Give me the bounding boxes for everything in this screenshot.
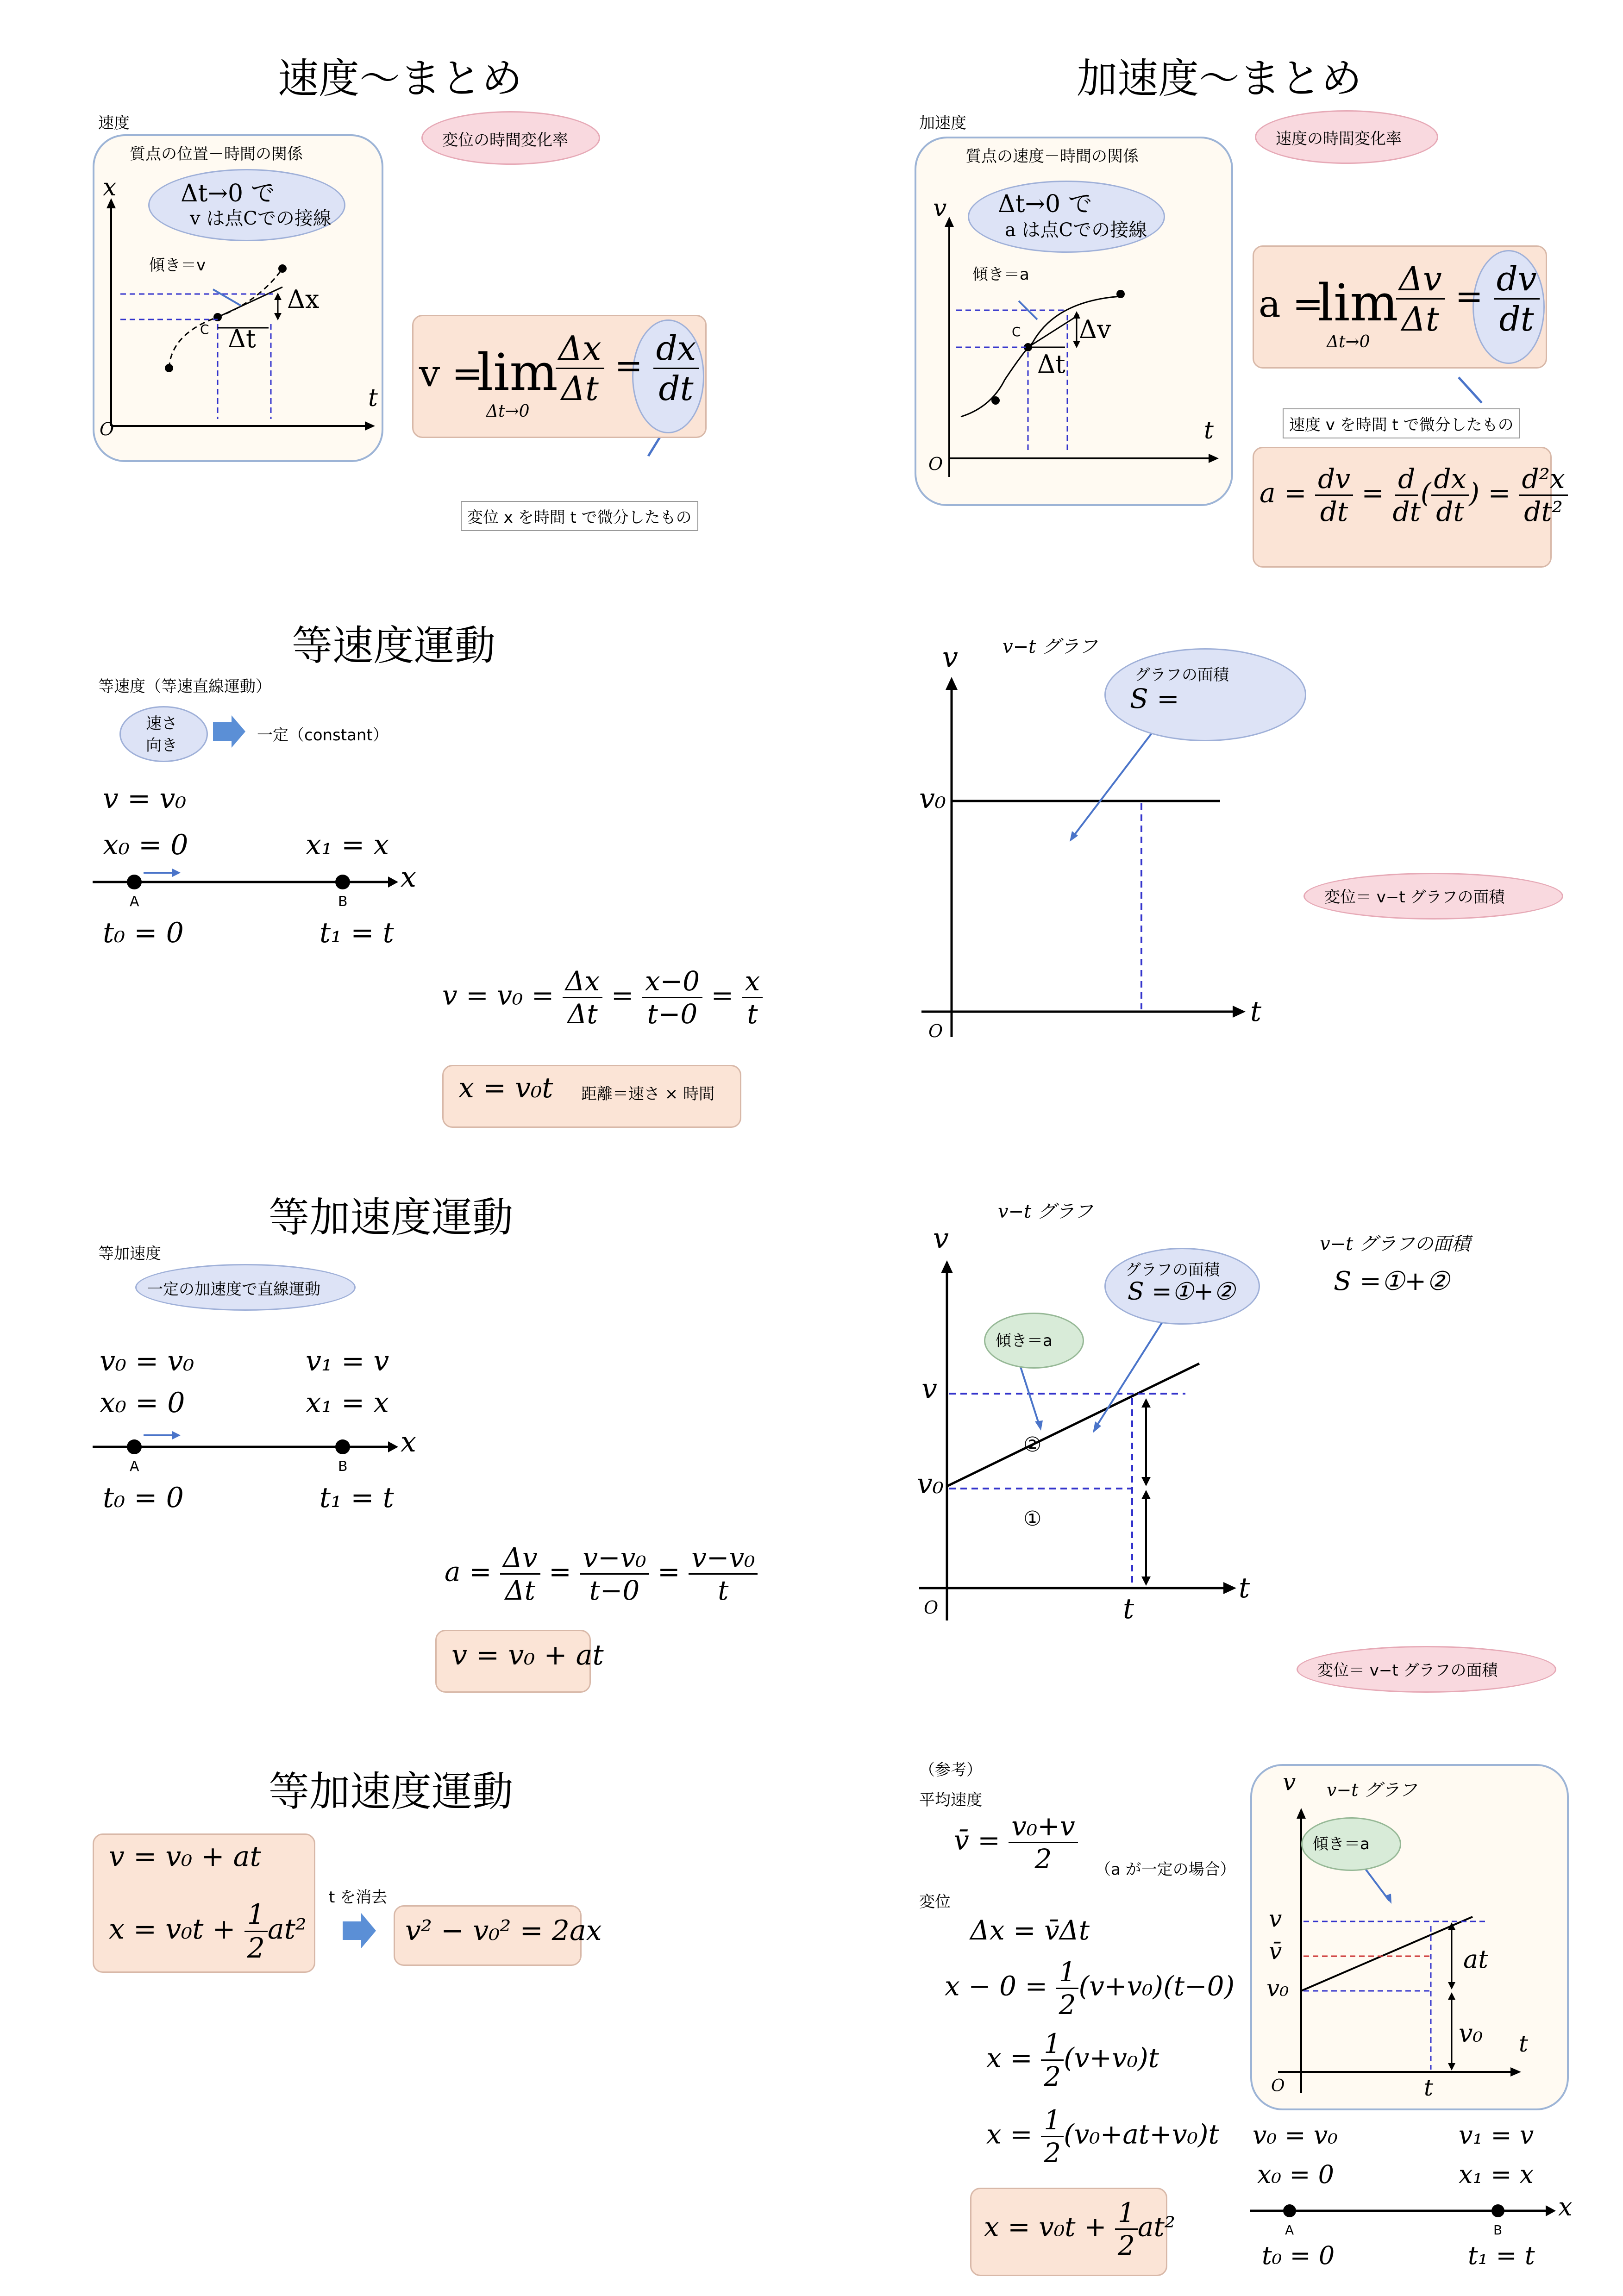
vt-v0-label: v₀ bbox=[919, 782, 946, 815]
area-bubble-line2: S = bbox=[1130, 683, 1179, 714]
ref-slope-text: 傾き＝a bbox=[1313, 1835, 1370, 1853]
reference-result: x = v₀t + $\frac{1}{2}$ at² bbox=[984, 2197, 1176, 2261]
x1-equation: x₁ = x bbox=[306, 829, 389, 861]
acceleration-label: 加速度 bbox=[919, 114, 966, 132]
acc-vt-graph-title: v−t グラフ bbox=[998, 1201, 1093, 1222]
velocity-derivation: v = v₀ = $\frac{\Delta x}{\Delta t}$ = $\frac{x-0}{t-0}$ = $\frac{x}{t}$ bbox=[442, 965, 763, 1030]
acc-vt-axis-t: t bbox=[1239, 1572, 1250, 1604]
lim-subscript: Δt→0 bbox=[486, 402, 530, 421]
uniform-motion-label: 等速度（等速直線運動） bbox=[98, 677, 271, 696]
accelerated-motion-title: 等加速度運動 bbox=[269, 1194, 514, 1241]
ref-graph-title: v−t グラフ bbox=[1327, 1780, 1417, 1800]
reference-label: （参考） bbox=[919, 1761, 982, 1779]
acc-axis-v-label: v bbox=[933, 194, 947, 222]
average-velocity-note: （a が一定の場合） bbox=[1095, 1860, 1236, 1879]
acceleration-second-derivative: a = $\frac{dv}{dt}$ = $\frac{d}{dt}$ ( $\frac{dx}{dt}$ ) = $\frac{\text{d²x}}{\text{dt²}}$ bbox=[1260, 463, 1568, 527]
average-velocity-label: 平均速度 bbox=[919, 1791, 982, 1809]
acc-point-a-label: A bbox=[130, 1458, 139, 1475]
ref-v1-eq: v₁ = v bbox=[1459, 2121, 1534, 2150]
average-velocity-eq: v̄ = $\frac{\text{v₀+v}}{2}$ bbox=[954, 1810, 1078, 1875]
region-2-label: ② bbox=[1023, 1433, 1042, 1457]
t1-equation: t₁ = t bbox=[320, 917, 394, 949]
acc-tangent-note-line1: Δt→0 で bbox=[998, 190, 1092, 218]
displacement-eq3: x = $\frac{1}{2}$ (v+v₀)t bbox=[986, 2028, 1159, 2092]
position-time-graph-title: 質点の位置－時間の関係 bbox=[130, 145, 303, 163]
vt-origin: O bbox=[928, 1021, 943, 1041]
axis-x-label: x bbox=[103, 174, 117, 201]
ref-at-label: at bbox=[1463, 1945, 1488, 1974]
acc-v0-eq: v₀ = v₀ bbox=[100, 1345, 194, 1377]
acc-area-line2: S =①+② bbox=[1128, 1278, 1235, 1306]
constant-acceleration-text: 一定の加速度で直線運動 bbox=[147, 1280, 320, 1299]
ref-vbar-label: v̄ bbox=[1269, 1938, 1282, 1964]
ref-t-tick: t bbox=[1424, 2074, 1434, 2101]
acc-lim-subscript: Δt→0 bbox=[1327, 332, 1370, 351]
acc-axis-t-label: t bbox=[1204, 417, 1214, 444]
acceleration-derivation: a = $\frac{\Delta v}{\Delta t}$ = $\frac{\text{v−v₀}}{t-0}$ = $\frac{\text{v−v₀}}{t}$ bbox=[445, 1542, 758, 1606]
origin-label: O bbox=[100, 419, 114, 439]
delta-v-label: Δv bbox=[1079, 315, 1111, 344]
area-bubble-line1: グラフの面積 bbox=[1134, 666, 1229, 684]
acceleration-fraction: $\frac{\Delta v}{\Delta t}$ = $\frac{dv}{dt}$ bbox=[1396, 259, 1540, 338]
lim-text: lim bbox=[477, 343, 558, 402]
ref-axis-v: v bbox=[1283, 1769, 1296, 1796]
vt-axis-t: t bbox=[1250, 995, 1262, 1028]
ref-t0-eq: t₀ = 0 bbox=[1262, 2241, 1335, 2270]
velocity-label: 速度 bbox=[98, 114, 130, 132]
vt-graph-title: v−t グラフ bbox=[1003, 636, 1097, 657]
acc-x0-eq: x₀ = 0 bbox=[100, 1387, 185, 1419]
eliminated-result: v² − v₀² = 2ax bbox=[405, 1914, 602, 1947]
accelerated-result: v = v₀ + at bbox=[451, 1639, 604, 1671]
displacement-eq2: x − 0 = $\frac{1}{2}$ (v+v₀)(t−0) bbox=[945, 1956, 1235, 2021]
area-summary-eq: S =①+② bbox=[1334, 1266, 1450, 1296]
acc-vt-v0-label: v₀ bbox=[917, 1468, 944, 1500]
acc-displacement-text: 変位＝ v−t グラフの面積 bbox=[1317, 1661, 1498, 1680]
x0-equation: x₀ = 0 bbox=[103, 829, 188, 861]
axis-t-label: t bbox=[368, 384, 378, 412]
region-1-label: ① bbox=[1023, 1507, 1042, 1531]
acc-point-c-label: C bbox=[1012, 324, 1021, 339]
acc-vt-origin: O bbox=[924, 1597, 939, 1618]
ref-x0-eq: x₀ = 0 bbox=[1257, 2160, 1335, 2189]
velocity-derivative-note: 変位 x を時間 t で微分したもの bbox=[461, 501, 698, 531]
area-summary-title: v−t グラフの面積 bbox=[1320, 1233, 1470, 1255]
ref-t1-eq: t₁ = t bbox=[1468, 2241, 1535, 2270]
ref-v-label: v bbox=[1269, 1905, 1282, 1932]
velocity-summary-title: 速度～まとめ bbox=[278, 55, 523, 102]
acc-lim-text: lim bbox=[1317, 273, 1398, 332]
velocity-time-graph-title: 質点の速度－時間の関係 bbox=[965, 147, 1139, 166]
acceleration-definition-text: 速度の時間変化率 bbox=[1276, 130, 1402, 148]
acc-vt-v-label: v bbox=[921, 1373, 937, 1405]
acc-vt-axis-v: v bbox=[933, 1222, 949, 1255]
x-axis-label: x bbox=[401, 861, 416, 894]
v-equals-v0: v = v₀ bbox=[103, 782, 187, 815]
slope-a-label: 傾き＝a bbox=[972, 265, 1029, 284]
point-c-label: C bbox=[200, 322, 209, 337]
acc-t0-eq: t₀ = 0 bbox=[103, 1482, 184, 1514]
direction-text: 向き bbox=[146, 736, 177, 755]
displacement-label: 変位 bbox=[919, 1893, 951, 1911]
acc-x-axis-label: x bbox=[401, 1426, 416, 1458]
acc-vt-t-tick: t bbox=[1123, 1593, 1134, 1625]
uniform-motion-title: 等速度運動 bbox=[292, 622, 496, 669]
distance-note: 距離＝速さ × 時間 bbox=[581, 1085, 715, 1103]
ref-v0-label: v₀ bbox=[1266, 1975, 1289, 2002]
acc-origin-label: O bbox=[928, 454, 943, 474]
acc-point-b-label: B bbox=[338, 1458, 348, 1475]
delta-t-label: Δt bbox=[228, 324, 256, 353]
ref-origin: O bbox=[1271, 2077, 1285, 2096]
t0-equation: t₀ = 0 bbox=[103, 917, 184, 949]
point-b-label: B bbox=[338, 894, 348, 910]
ref-x-axis: x bbox=[1558, 2192, 1573, 2221]
ref-v0-height-label: v₀ bbox=[1459, 2019, 1483, 2048]
accelerated-motion-label: 等加速度 bbox=[98, 1245, 161, 1263]
speed-text: 速さ bbox=[146, 714, 177, 733]
acc-tangent-note-line2: a は点Cでの接線 bbox=[1005, 219, 1147, 241]
tangent-note-line1: Δt→0 で bbox=[181, 180, 275, 207]
acc-t1-eq: t₁ = t bbox=[320, 1482, 394, 1514]
eliminate-t-label: t を消去 bbox=[329, 1888, 388, 1907]
velocity-definition-text: 変位の時間変化率 bbox=[442, 131, 568, 150]
velocity-formula-lhs: v = bbox=[419, 352, 483, 395]
acceleration-summary-title: 加速度～まとめ bbox=[1077, 55, 1362, 102]
velocity-fraction: $\frac{\Delta x}{\Delta t}$ = $\frac{dx}{dt}$ bbox=[556, 329, 699, 408]
displacement-area-text: 変位＝ v−t グラフの面積 bbox=[1324, 888, 1505, 907]
acceleration-formula-lhs: a = bbox=[1259, 282, 1324, 325]
acceleration-derivative-note: 速度 v を時間 t で微分したもの bbox=[1283, 408, 1520, 438]
acc-x1-eq: x₁ = x bbox=[306, 1387, 389, 1419]
tangent-note-line2: v は点Cでの接線 bbox=[190, 208, 332, 229]
ref-point-a: A bbox=[1285, 2222, 1294, 2238]
acc-v1-eq: v₁ = v bbox=[306, 1345, 389, 1377]
slope-bubble-text: 傾き＝a bbox=[996, 1332, 1053, 1350]
ref-point-b: B bbox=[1493, 2222, 1503, 2238]
displacement-eq4: x = $\frac{1}{2}$ (v₀+at+v₀)t bbox=[986, 2104, 1219, 2169]
acc-area-line1: グラフの面積 bbox=[1125, 1261, 1220, 1279]
slope-v-label: 傾き＝v bbox=[149, 256, 206, 275]
position-formula: x = v₀t + $\frac{1}{2}$ at² bbox=[109, 1898, 307, 1964]
ref-x1-eq: x₁ = x bbox=[1459, 2160, 1534, 2189]
ref-v0-eq: v₀ = v₀ bbox=[1253, 2121, 1338, 2150]
delta-x-label: Δx bbox=[287, 285, 320, 314]
velocity-formula: v = v₀ + at bbox=[109, 1840, 261, 1873]
vt-axis-v: v bbox=[942, 641, 958, 674]
ref-axis-t: t bbox=[1519, 2030, 1529, 2057]
constant-label: 一定（constant） bbox=[257, 726, 389, 744]
acc-delta-t-label: Δt bbox=[1037, 350, 1065, 379]
uniform-result: x = v₀t bbox=[458, 1072, 553, 1104]
displacement-eq1: Δx = v̄Δt bbox=[970, 1914, 1090, 1946]
point-a-label: A bbox=[130, 894, 139, 910]
accelerated-formulas-title: 等加速度運動 bbox=[269, 1768, 514, 1815]
